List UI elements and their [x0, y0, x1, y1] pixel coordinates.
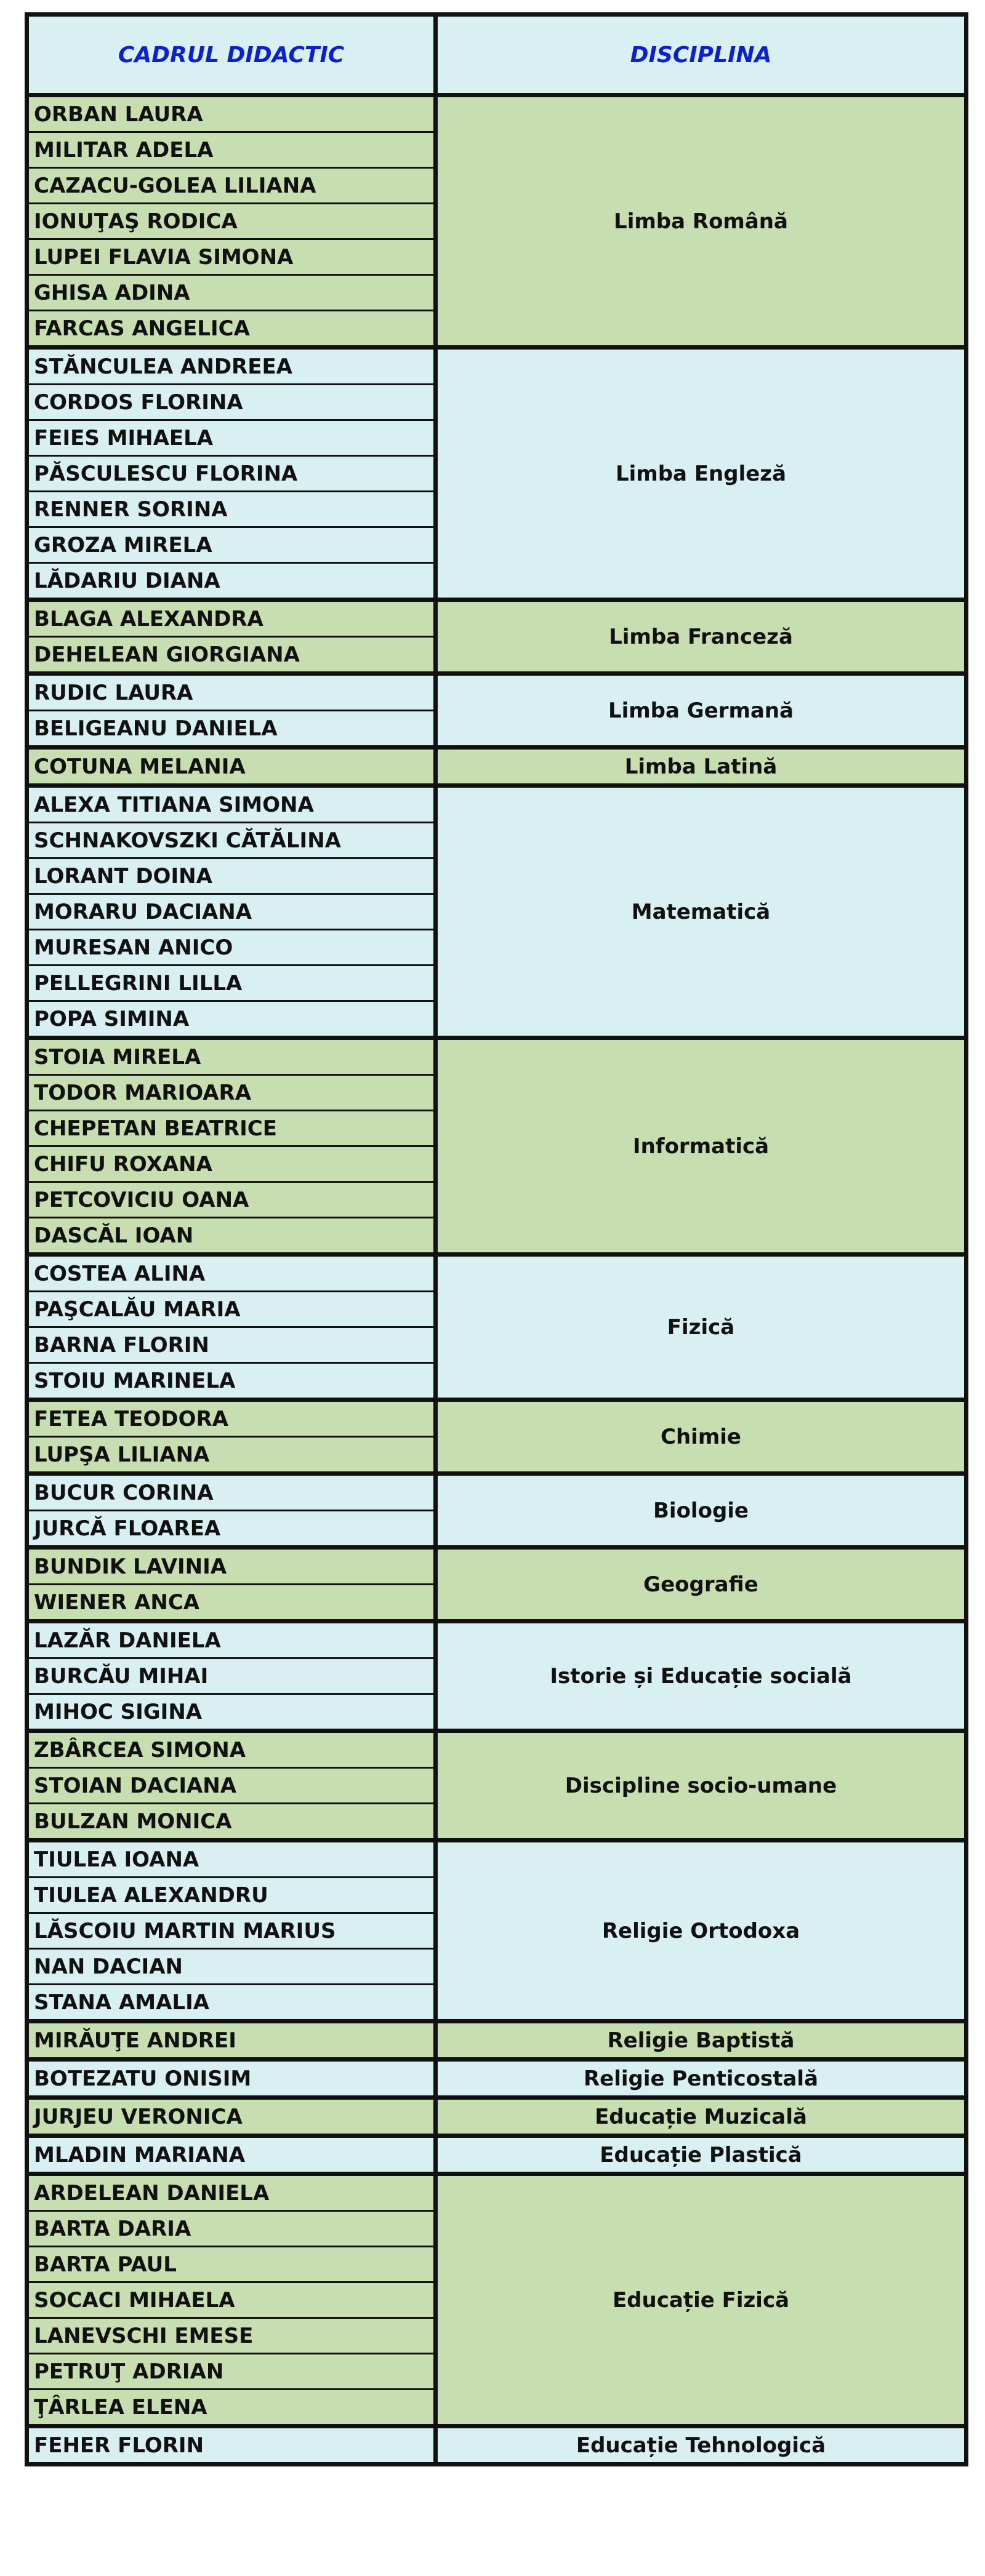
teacher-name-cell: FEIES MIHAELA	[27, 420, 436, 456]
teacher-name-cell: PAŞCALĂU MARIA	[27, 1292, 436, 1327]
discipline-cell: Limba Engleză	[436, 348, 967, 600]
discipline-cell: Chimie	[436, 1400, 967, 1474]
discipline-cell: Limba Latină	[436, 748, 967, 786]
table-row	[27, 2060, 967, 2098]
teacher-name-cell: BURCĂU MIHAI	[27, 1658, 436, 1694]
discipline-cell: Fizică	[436, 1255, 967, 1400]
teacher-name-cell: BARNA FLORIN	[27, 1327, 436, 1363]
teacher-name-cell: CAZACU-GOLEA LILIANA	[27, 168, 436, 204]
teacher-name-cell: MILITAR ADELA	[27, 132, 436, 168]
teacher-name-cell: STOIA MIRELA	[27, 1038, 436, 1075]
table-row	[27, 1731, 967, 1768]
table-row	[27, 1622, 967, 1658]
teacher-name-cell: SCHNAKOVSZKI CĂTĂLINA	[27, 823, 436, 858]
teacher-name-cell: BOTEZATU ONISIM	[27, 2060, 436, 2098]
discipline-cell: Educație Muzicală	[436, 2098, 967, 2136]
table-row	[27, 2426, 967, 2465]
table-row	[27, 674, 967, 711]
staff-table	[25, 12, 968, 2466]
teacher-name-cell: LĂSCOIU MARTIN MARIUS	[27, 1913, 436, 1949]
header-discipline: DISCIPLINA	[436, 15, 967, 95]
teacher-name-cell: LORANT DOINA	[27, 858, 436, 894]
teacher-name-cell: RENNER SORINA	[27, 492, 436, 527]
staff-table-container	[25, 12, 968, 2466]
teacher-name-cell: BULZAN MONICA	[27, 1804, 436, 1841]
teacher-name-cell: STĂNCULEA ANDREEA	[27, 348, 436, 385]
teacher-name-cell: ALEXA TITIANA SIMONA	[27, 786, 436, 823]
teacher-name-cell: PĂSCULESCU FLORINA	[27, 456, 436, 492]
teacher-name-cell: LAZĂR DANIELA	[27, 1622, 436, 1658]
discipline-cell: Religie Baptistă	[436, 2022, 967, 2060]
teacher-name-cell: DEHELEAN GIORGIANA	[27, 637, 436, 674]
discipline-cell: Limba Germană	[436, 674, 967, 748]
discipline-cell: Biologie	[436, 1474, 967, 1548]
teacher-name-cell: PETCOVICIU OANA	[27, 1182, 436, 1218]
teacher-name-cell: FEHER FLORIN	[27, 2426, 436, 2465]
teacher-name-cell: LUPEI FLAVIA SIMONA	[27, 239, 436, 275]
teacher-name-cell: MIHOC SIGINA	[27, 1694, 436, 1731]
teacher-name-cell: GHISA ADINA	[27, 275, 436, 311]
teacher-name-cell: MURESAN ANICO	[27, 930, 436, 966]
teacher-name-cell: STOIAN DACIANA	[27, 1768, 436, 1804]
header-teacher: CADRUL DIDACTIC	[27, 15, 436, 95]
discipline-cell: Discipline socio-umane	[436, 1731, 967, 1841]
table-row	[27, 2022, 967, 2060]
teacher-name-cell: COTUNA MELANIA	[27, 748, 436, 786]
teacher-name-cell: CHIFU ROXANA	[27, 1146, 436, 1182]
teacher-name-cell: ZBÂRCEA SIMONA	[27, 1731, 436, 1768]
discipline-cell: Educație Tehnologică	[436, 2426, 967, 2465]
teacher-name-cell: STANA AMALIA	[27, 1985, 436, 2022]
teacher-name-cell: MORARU DACIANA	[27, 894, 436, 930]
teacher-name-cell: LANEVSCHI EMESE	[27, 2318, 436, 2354]
table-row	[27, 1255, 967, 1292]
table-body	[27, 95, 967, 2465]
table-row	[27, 1038, 967, 1075]
table-row	[27, 1841, 967, 1878]
teacher-name-cell: PETRUŢ ADRIAN	[27, 2354, 436, 2390]
table-row	[27, 1548, 967, 1585]
teacher-name-cell: TIULEA ALEXANDRU	[27, 1878, 436, 1913]
teacher-name-cell: FETEA TEODORA	[27, 1400, 436, 1437]
teacher-name-cell: TODOR MARIOARA	[27, 1075, 436, 1111]
teacher-name-cell: RUDIC LAURA	[27, 674, 436, 711]
teacher-name-cell: STOIU MARINELA	[27, 1363, 436, 1400]
discipline-cell: Limba Franceză	[436, 600, 967, 674]
table-row	[27, 1400, 967, 1437]
teacher-name-cell: CHEPETAN BEATRICE	[27, 1111, 436, 1146]
discipline-cell: Educație Fizică	[436, 2174, 967, 2426]
teacher-name-cell: NAN DACIAN	[27, 1949, 436, 1985]
teacher-name-cell: ARDELEAN DANIELA	[27, 2174, 436, 2211]
teacher-name-cell: PELLEGRINI LILLA	[27, 966, 436, 1001]
teacher-name-cell: FARCAS ANGELICA	[27, 311, 436, 348]
discipline-cell: Matematică	[436, 786, 967, 1038]
discipline-cell: Religie Ortodoxa	[436, 1841, 967, 2022]
teacher-name-cell: BUNDIK LAVINIA	[27, 1548, 436, 1585]
teacher-name-cell: CORDOS FLORINA	[27, 385, 436, 420]
teacher-name-cell: LĂDARIU DIANA	[27, 563, 436, 600]
discipline-cell: Limba Română	[436, 95, 967, 348]
discipline-cell: Informatică	[436, 1038, 967, 1255]
table-row	[27, 1474, 967, 1511]
teacher-name-cell: BARTA DARIA	[27, 2211, 436, 2247]
table-header-row	[27, 15, 967, 95]
discipline-cell: Educație Plastică	[436, 2136, 967, 2174]
table-row	[27, 786, 967, 823]
teacher-name-cell: ORBAN LAURA	[27, 95, 436, 132]
discipline-cell: Geografie	[436, 1548, 967, 1622]
teacher-name-cell: COSTEA ALINA	[27, 1255, 436, 1292]
teacher-name-cell: DASCĂL IOAN	[27, 1218, 436, 1255]
discipline-cell: Istorie și Educație socială	[436, 1622, 967, 1731]
teacher-name-cell: ŢÂRLEA ELENA	[27, 2390, 436, 2426]
table-row	[27, 2136, 967, 2174]
teacher-name-cell: JURJEU VERONICA	[27, 2098, 436, 2136]
teacher-name-cell: MLADIN MARIANA	[27, 2136, 436, 2174]
teacher-name-cell: GROZA MIRELA	[27, 527, 436, 563]
table-row	[27, 95, 967, 132]
teacher-name-cell: BARTA PAUL	[27, 2247, 436, 2282]
table-row	[27, 2174, 967, 2211]
table-row	[27, 600, 967, 637]
teacher-name-cell: WIENER ANCA	[27, 1585, 436, 1622]
teacher-name-cell: MIRĂUŢE ANDREI	[27, 2022, 436, 2060]
table-row	[27, 348, 967, 385]
teacher-name-cell: SOCACI MIHAELA	[27, 2282, 436, 2318]
table-row	[27, 2098, 967, 2136]
teacher-name-cell: POPA SIMINA	[27, 1001, 436, 1038]
teacher-name-cell: TIULEA IOANA	[27, 1841, 436, 1878]
teacher-name-cell: BLAGA ALEXANDRA	[27, 600, 436, 637]
teacher-name-cell: BELIGEANU DANIELA	[27, 711, 436, 748]
discipline-cell: Religie Penticostală	[436, 2060, 967, 2098]
teacher-name-cell: IONUŢAŞ RODICA	[27, 204, 436, 239]
teacher-name-cell: LUPŞA LILIANA	[27, 1437, 436, 1474]
table-row	[27, 748, 967, 786]
teacher-name-cell: JURCĂ FLOAREA	[27, 1511, 436, 1548]
teacher-name-cell: BUCUR CORINA	[27, 1474, 436, 1511]
